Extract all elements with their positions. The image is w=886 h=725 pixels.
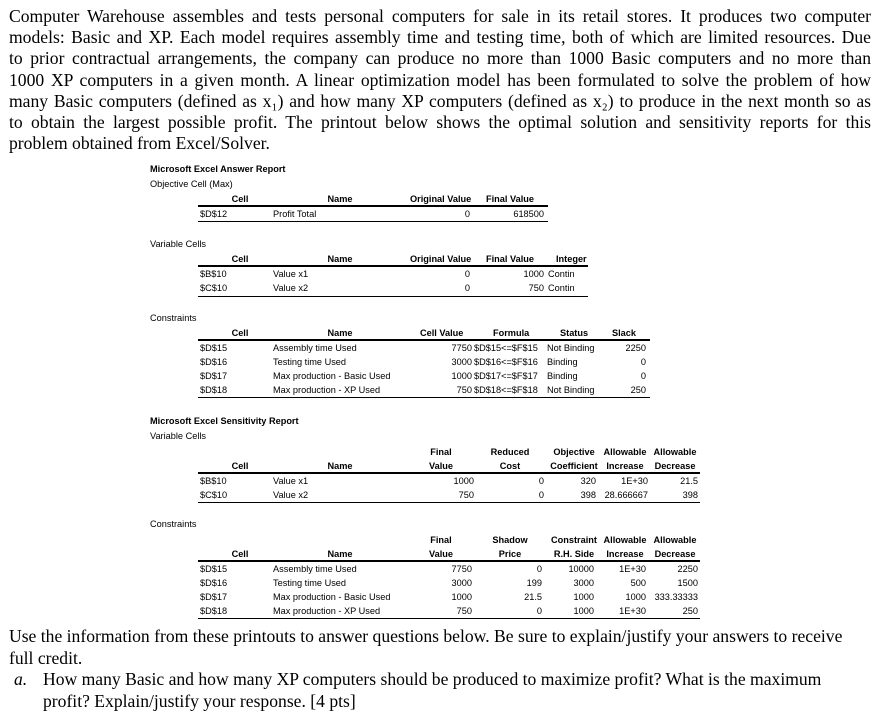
- constraint-name: Max production - XP Used: [273, 385, 381, 395]
- constraint-status: Binding: [547, 371, 578, 381]
- variable-objective-coef: 320: [580, 476, 596, 486]
- constraint-status: Not Binding: [547, 343, 595, 353]
- constraint-final-value: 1000: [451, 592, 472, 602]
- header-constraint: Constraint: [551, 535, 597, 545]
- constraint-allowable-dec: 333.33333: [654, 592, 698, 602]
- header-final: Final: [430, 447, 452, 457]
- header-decrease: Decrease: [654, 549, 696, 559]
- header-status: Status: [560, 328, 589, 338]
- constraint-cell-ref: $D$15: [200, 564, 228, 574]
- constraint-cell-ref: $D$17: [200, 592, 228, 602]
- constraint-slack: 0: [640, 371, 646, 381]
- variable-name: Value x2: [273, 490, 309, 500]
- variable-original-value: 0: [464, 269, 470, 279]
- variable-final-value: 1000: [523, 269, 544, 279]
- header-cell: Cell: [231, 328, 249, 338]
- header-formula: Formula: [493, 328, 530, 338]
- header-increase: Increase: [606, 549, 644, 559]
- intro-line: to prior contractual arrangements, the company can produce no more than 1000 Basic computers and no more than: [9, 48, 871, 69]
- header-cell: Cell: [231, 254, 249, 264]
- constraint-name: Testing time Used: [273, 357, 347, 367]
- constraint-formula: $D$17<=$F$17: [474, 371, 538, 381]
- header-cell: Cell: [231, 461, 249, 471]
- header-original-value: Original Value: [410, 194, 472, 204]
- variable-name: Value x1: [273, 269, 309, 279]
- constraint-rh-side: 3000: [573, 578, 594, 588]
- constraint-allowable-dec: 2250: [677, 564, 698, 574]
- variable-integer: Contin: [548, 283, 575, 293]
- header-increase: Increase: [606, 461, 644, 471]
- header-value: Value: [428, 549, 453, 559]
- objective-final-value: 618500: [513, 209, 544, 219]
- header-slack: Slack: [612, 328, 637, 338]
- constraint-allowable-dec: 250: [682, 606, 698, 616]
- header-objective: Objective: [553, 447, 595, 457]
- constraint-formula: $D$15<=$F$15: [474, 343, 538, 353]
- constraint-formula: $D$18<=$F$18: [474, 385, 538, 395]
- constraint-cell-ref: $D$16: [200, 578, 228, 588]
- constraint-formula: $D$16<=$F$16: [474, 357, 538, 367]
- variable-cell-ref: $C$10: [200, 490, 228, 500]
- constraint-shadow-price: 199: [526, 578, 542, 588]
- variable-objective-coef: 398: [580, 490, 596, 500]
- intro-line: many Basic computers (defined as x₁) and how many XP computers (defined as x₂) to produce in the next month so as: [9, 90, 871, 111]
- header-price: Price: [498, 549, 522, 559]
- header-cell: Cell: [231, 549, 249, 559]
- variable-reduced-cost: 0: [538, 490, 544, 500]
- objective-cell-subtitle: Objective Cell (Max): [150, 179, 233, 189]
- intro-line: 1000 XP computers in a given month. A linear optimization model has been formulated to solve the problem of how: [9, 69, 871, 90]
- header-allowable-inc: Allowable: [603, 535, 647, 545]
- header-final-value: Final Value: [486, 194, 534, 204]
- question-a: [9, 669, 871, 712]
- header-final-value: Final Value: [486, 254, 534, 264]
- constraint-name: Assembly time Used: [273, 343, 357, 353]
- constraint-cell-ref: $D$16: [200, 357, 228, 367]
- header-name: Name: [327, 254, 353, 264]
- header-allowable-dec: Allowable: [653, 447, 697, 457]
- header-final: Final: [430, 535, 452, 545]
- variable-allowable-inc: 1E+30: [621, 476, 648, 486]
- objective-original-value: 0: [464, 209, 470, 219]
- variable-allowable-inc: 28.666667: [604, 490, 648, 500]
- header-name: Name: [327, 328, 353, 338]
- constraint-slack: 2250: [625, 343, 646, 353]
- variable-cell-ref: $B$10: [200, 476, 227, 486]
- constraint-name: Max production - Basic Used: [273, 592, 391, 602]
- answer-report-title: Microsoft Excel Answer Report: [150, 164, 286, 174]
- constraint-allowable-inc: 1E+30: [619, 564, 646, 574]
- header-name: Name: [327, 461, 353, 471]
- intro-line: to obtain the largest possible profit. The printout below shows the optimal solution and sensitivity reports for this: [9, 112, 871, 133]
- question-line: profit? Explain/justify your response. [4 pts]: [43, 690, 356, 711]
- variable-final-value: 1000: [453, 476, 474, 486]
- objective-cell-ref: $D$12: [200, 209, 228, 219]
- constraint-final-value: 7750: [451, 564, 472, 574]
- constraint-final-value: 750: [456, 606, 472, 616]
- header-cell-value: Cell Value: [420, 328, 464, 338]
- constraint-allowable-inc: 1000: [625, 592, 646, 602]
- instructions: [9, 626, 871, 669]
- variable-name: Value x1: [273, 476, 309, 486]
- header-cell: Cell: [231, 194, 249, 204]
- constraint-name: Testing time Used: [273, 578, 347, 588]
- variable-final-value: 750: [528, 283, 544, 293]
- intro-line: problem obtained from Excel/Solver.: [9, 133, 270, 154]
- constraint-name: Max production - XP Used: [273, 606, 381, 616]
- variable-cell-ref: $B$10: [200, 269, 227, 279]
- constraint-shadow-price: 21.5: [524, 592, 542, 602]
- variable-integer: Contin: [548, 269, 575, 279]
- instructions-line: full credit.: [9, 647, 83, 668]
- header-rh-side: R.H. Side: [553, 549, 595, 559]
- variable-allowable-dec: 21.5: [680, 476, 698, 486]
- header-allowable-dec: Allowable: [653, 535, 697, 545]
- header-original-value: Original Value: [410, 254, 472, 264]
- constraint-name: Assembly time Used: [273, 564, 357, 574]
- constraints-label: Constraints: [150, 519, 197, 529]
- intro-line: models: Basic and XP. Each model requires assembly time and testing time, both of which are limited resources. Due: [9, 27, 871, 48]
- constraint-rh-side: 10000: [568, 564, 594, 574]
- sensitivity-report-title: Microsoft Excel Sensitivity Report: [150, 416, 299, 426]
- constraint-shadow-price: 0: [536, 564, 542, 574]
- header-coefficient: Coefficient: [550, 461, 598, 471]
- header-allowable-inc: Allowable: [603, 447, 647, 457]
- constraint-allowable-inc: 500: [630, 578, 646, 588]
- constraint-status: Binding: [547, 357, 578, 367]
- constraint-cell-value: 750: [456, 385, 472, 395]
- variable-final-value: 750: [458, 490, 474, 500]
- header-shadow: Shadow: [492, 535, 528, 545]
- variable-original-value: 0: [464, 283, 470, 293]
- constraints-label: Constraints: [150, 313, 197, 323]
- header-name: Name: [327, 194, 353, 204]
- variable-allowable-dec: 398: [682, 490, 698, 500]
- header-cost: Cost: [499, 461, 521, 471]
- intro-paragraph: [9, 6, 871, 154]
- objective-name: Profit Total: [273, 209, 317, 219]
- intro-line: Computer Warehouse assembles and tests personal computers for sale in its retail stores. It produces two computer: [9, 6, 871, 26]
- constraint-final-value: 3000: [451, 578, 472, 588]
- constraint-allowable-dec: 1500: [677, 578, 698, 588]
- header-integer: Integer: [556, 254, 587, 264]
- constraint-allowable-inc: 1E+30: [619, 606, 646, 616]
- variable-name: Value x2: [273, 283, 309, 293]
- header-value: Value: [428, 461, 453, 471]
- constraint-rh-side: 1000: [573, 592, 594, 602]
- variable-reduced-cost: 0: [538, 476, 544, 486]
- question-label: a.: [14, 669, 28, 689]
- variable-cell-ref: $C$10: [200, 283, 228, 293]
- constraint-cell-ref: $D$17: [200, 371, 228, 381]
- header-reduced: Reduced: [490, 447, 530, 457]
- constraint-shadow-price: 0: [536, 606, 542, 616]
- instructions-line: Use the information from these printouts to answer questions below. Be sure to explain/justify your answers to receive: [9, 626, 843, 646]
- constraint-slack: 250: [630, 385, 646, 395]
- constraint-status: Not Binding: [547, 385, 595, 395]
- variable-cells-label: Variable Cells: [150, 239, 206, 249]
- header-name: Name: [327, 549, 353, 559]
- constraint-rh-side: 1000: [573, 606, 594, 616]
- constraint-cell-value: 7750: [451, 343, 472, 353]
- question-line: How many Basic and how many XP computers should be produced to maximize profit? What is the maximum: [43, 669, 822, 689]
- constraint-cell-value: 3000: [451, 357, 472, 367]
- constraint-cell-ref: $D$15: [200, 343, 228, 353]
- variable-cells-label: Variable Cells: [150, 431, 206, 441]
- header-decrease: Decrease: [654, 461, 696, 471]
- constraint-cell-ref: $D$18: [200, 606, 228, 616]
- constraint-slack: 0: [640, 357, 646, 367]
- constraint-cell-value: 1000: [451, 371, 472, 381]
- constraint-cell-ref: $D$18: [200, 385, 228, 395]
- constraint-name: Max production - Basic Used: [273, 371, 391, 381]
